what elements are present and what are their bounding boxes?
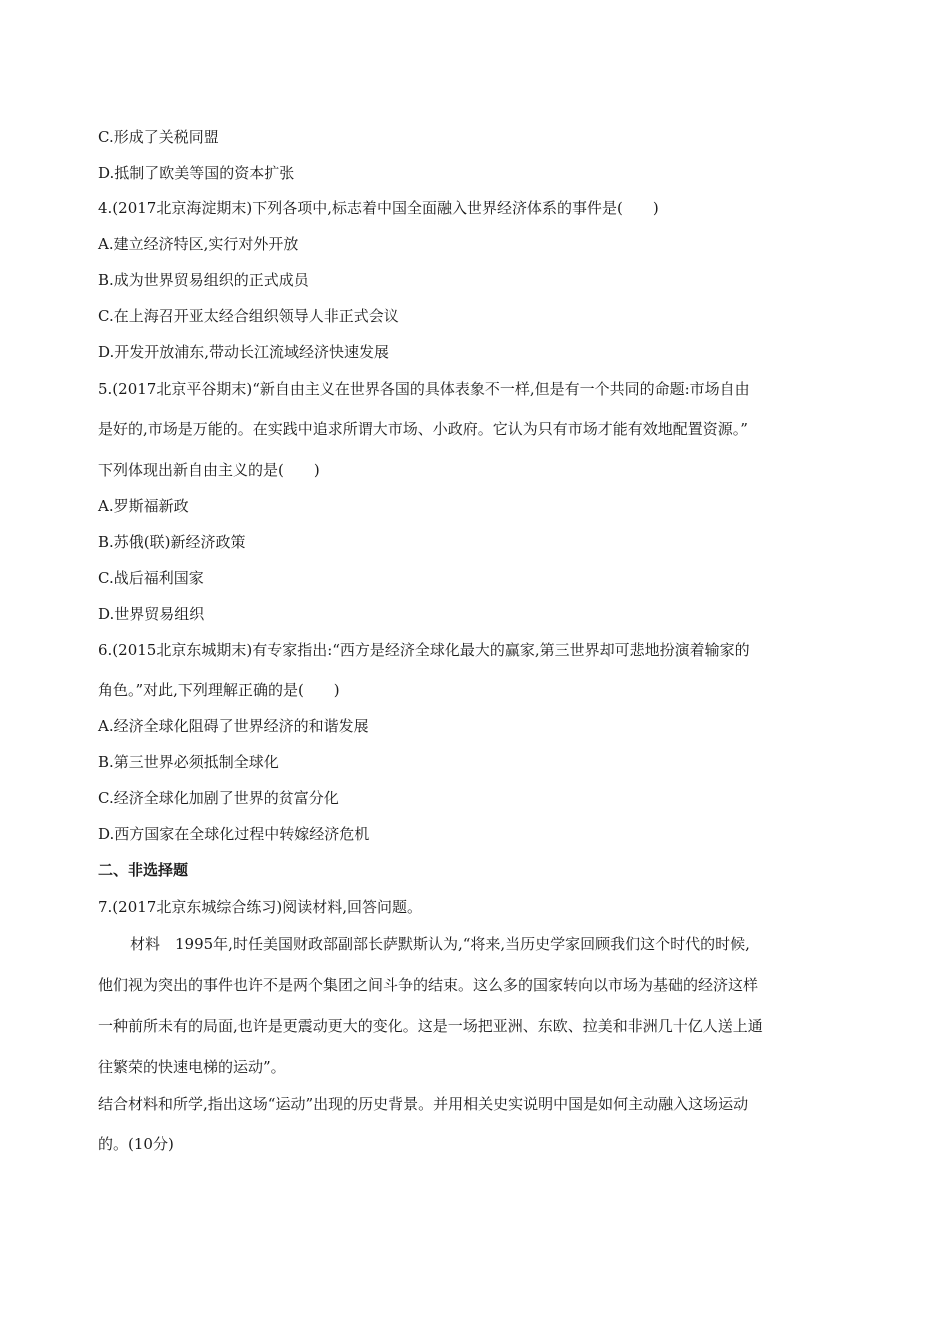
q6-stem-line-2: 角色。”对此,下列理解正确的是( ) xyxy=(98,681,340,699)
q5-stem-line-2: 是好的,市场是万能的。在实践中追求所谓大市场、小政府。它认为只有市场才能有效地配置资源。” xyxy=(98,420,748,438)
q4-option-a: A.建立经济特区,实行对外开放 xyxy=(98,235,299,253)
q7-material-line-2: 他们视为突出的事件也许不是两个集团之间斗争的结束。这么多的国家转向以市场为基础的经济这样 xyxy=(98,976,759,994)
q6-option-a: A.经济全球化阻碍了世界经济的和谐发展 xyxy=(98,717,369,735)
section-heading-non-choice: 二、非选择题 xyxy=(98,861,189,879)
q7-material-line-4: 往繁荣的快速电梯的运动”。 xyxy=(98,1058,286,1076)
q5-option-a: A.罗斯福新政 xyxy=(98,497,189,515)
q5-option-c: C.战后福利国家 xyxy=(98,569,204,587)
q4-option-c: C.在上海召开亚太经合组织领导人非正式会议 xyxy=(98,307,399,325)
q6-stem-line-1: 6.(2015北京东城期末)有专家指出:“西方是经济全球化最大的赢家,第三世界却可悲地扮演着输家的 xyxy=(98,641,750,659)
q6-option-c: C.经济全球化加剧了世界的贫富分化 xyxy=(98,789,339,807)
q4-stem: 4.(2017北京海淀期末)下列各项中,标志着中国全面融入世界经济体系的事件是( ) xyxy=(98,199,659,217)
q6-option-b: B.第三世界必须抵制全球化 xyxy=(98,753,279,771)
q7-stem: 7.(2017北京东城综合练习)阅读材料,回答问题。 xyxy=(98,898,422,916)
q5-option-d: D.世界贸易组织 xyxy=(98,605,205,623)
q7-question-line-1: 结合材料和所学,指出这场“运动”出现的历史背景。并用相关史实说明中国是如何主动融入这场运动 xyxy=(98,1095,749,1113)
q5-stem-line-1: 5.(2017北京平谷期末)“新自由主义在世界各国的具体表象不一样,但是有一个共同的命题:市场自由 xyxy=(98,380,750,398)
q6-option-d: D.西方国家在全球化过程中转嫁经济危机 xyxy=(98,825,370,843)
q7-material-line-1: 材料 1995年,时任美国财政部副部长萨默斯认为,“将来,当历史学家回顾我们这个时代的时候, xyxy=(130,935,750,953)
q4-option-d: D.开发开放浦东,带动长江流域经济快速发展 xyxy=(98,343,390,361)
q5-option-b: B.苏俄(联)新经济政策 xyxy=(98,533,246,551)
q7-question-line-2: 的。(10分) xyxy=(98,1135,174,1153)
q4-option-b: B.成为世界贸易组织的正式成员 xyxy=(98,271,309,289)
q5-stem-line-3: 下列体现出新自由主义的是( ) xyxy=(98,461,320,479)
q7-material-line-3: 一种前所未有的局面,也许是更震动更大的变化。这是一场把亚洲、东欧、拉美和非洲几十亿人送上通 xyxy=(98,1017,763,1035)
q3-option-c: C.形成了关税同盟 xyxy=(98,128,219,146)
q3-option-d: D.抵制了欧美等国的资本扩张 xyxy=(98,164,295,182)
